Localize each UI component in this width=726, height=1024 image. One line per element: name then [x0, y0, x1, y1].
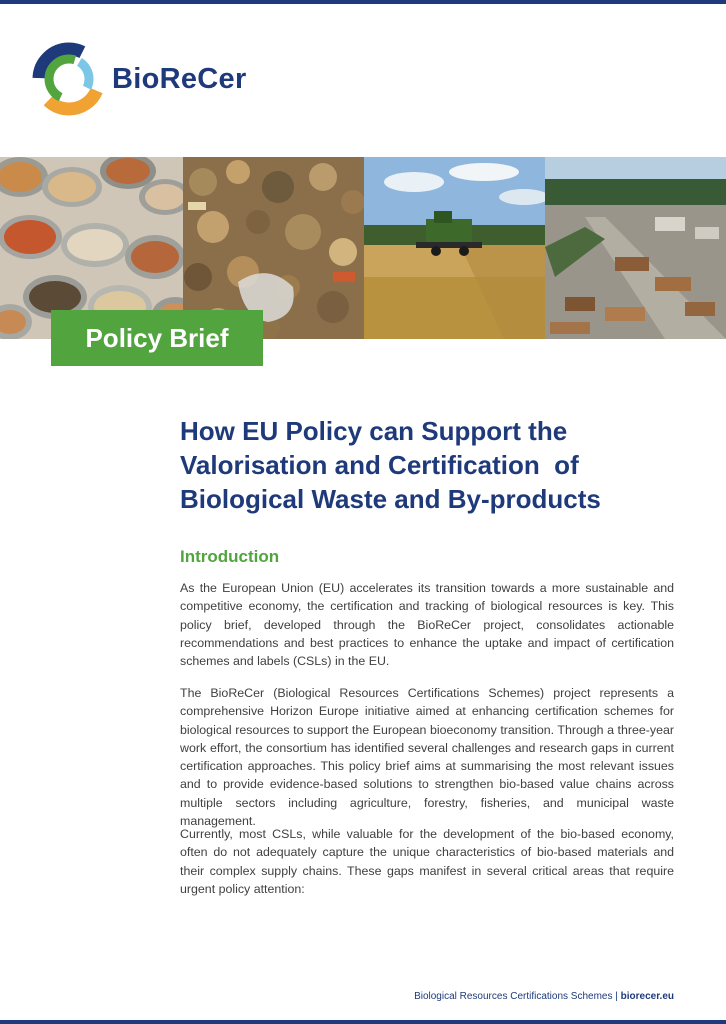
harvester-field-photo — [364, 157, 545, 339]
bottom-border-rule — [0, 1020, 726, 1024]
title-line-1: How EU Policy can Support the — [180, 416, 568, 446]
intro-paragraph-3: Currently, most CSLs, while valuable for the development of the bio-based economy, often do not adequately capture the unique characteristics of bio-based materials and their complex supply chains. These gaps manifest in several critical areas that require urgent policy attention: — [180, 827, 674, 896]
footer-text: Biological Resources Certifications Schemes | — [414, 991, 621, 1002]
biorecer-logo — [32, 42, 247, 116]
top-border-rule — [0, 0, 726, 4]
title-line-2: Valorisation and Certification of — [180, 450, 579, 480]
footer-website-link[interactable]: biorecer.eu — [620, 991, 674, 1002]
title-line-3: Biological Waste and By-products — [180, 484, 601, 514]
intro-paragraph-1: As the European Union (EU) accelerates its transition towards a more sustainable and competitive economy, the certification and tracking of biological resources is key. This policy brief, developed through the BioReCer project, consolidates actionable recommendations and best practices to enhance the uptake and impact of certification schemes and labels (CSLs) in the EU. — [180, 581, 674, 669]
policy-brief-tag: Policy Brief — [51, 310, 263, 366]
intro-paragraph-2: The BioReCer (Biological Resources Certifications Schemes) project represents a comprehensive Horizon Europe initiative aimed at enhancing certification schemes for biological resources to support the European bioeconomy transition. Through a three-year work effort, the consortium has identified several challenges and research gaps in current certification approaches. This policy brief aims at summarising the most relevant issues and to provide evidence-based solutions to strengthen bio-based value chains across multiple sectors including agriculture, forestry, fisheries, and municipal waste management. — [180, 686, 674, 829]
introduction-heading: Introduction — [180, 547, 280, 566]
document-title — [180, 414, 660, 516]
timber-yard-photo — [545, 157, 726, 339]
biorecer-ring-logo-icon — [32, 42, 106, 116]
page-footer — [414, 991, 674, 1002]
logo-wordmark: BioReCer — [112, 62, 247, 95]
